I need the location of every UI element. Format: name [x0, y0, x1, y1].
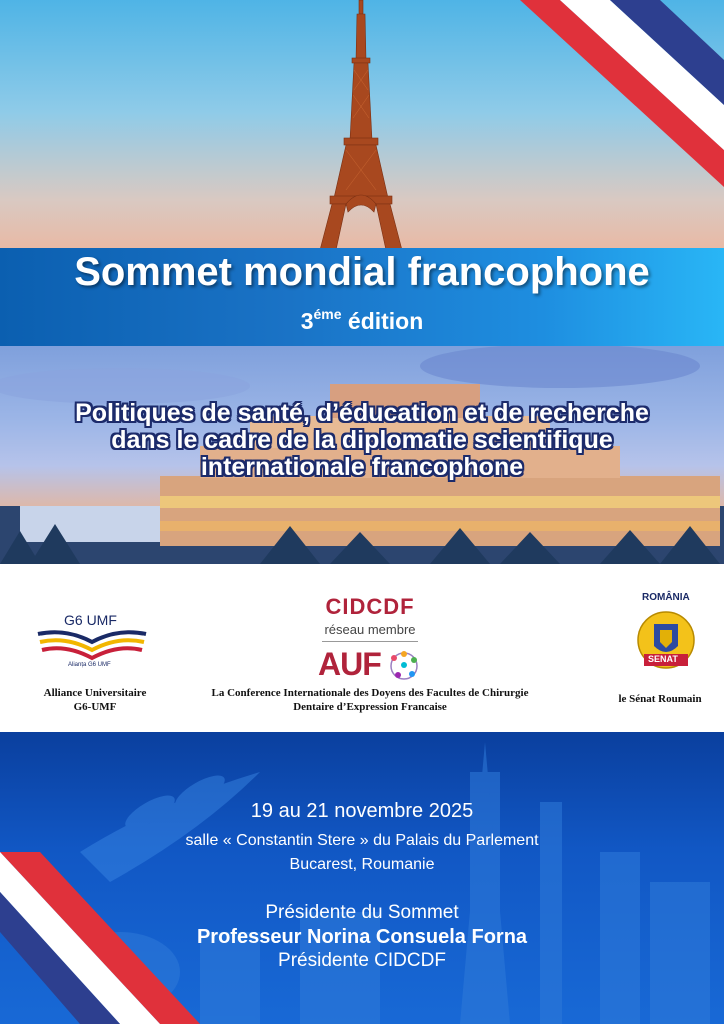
edition-word: édition: [341, 308, 424, 334]
g6-umf-logo: [36, 604, 148, 674]
auf-dots-icon: [386, 648, 422, 684]
g6-caption-line-1: Alliance Universitaire: [43, 687, 147, 699]
event-details-section: [0, 732, 724, 1024]
senat-top-text: ROMÂNIA: [642, 592, 690, 603]
subtitle-line-2: dans le cadre de la diplomatie scientifique: [111, 426, 613, 454]
president-name: Professeur Norina Consuela Forna: [196, 926, 528, 948]
subtitle-line-3: internationale francophone: [200, 453, 524, 481]
event-dates: 19 au 21 novembre 2025: [250, 800, 474, 822]
header-sky-image: [0, 0, 724, 250]
french-flag-ribbon-top: [0, 0, 724, 250]
senat-caption: le Sénat Roumain: [618, 693, 702, 705]
g6-caption: [20, 686, 170, 714]
cidcdf-logo-title: CIDCDF: [325, 594, 415, 619]
senat-ribbon-text: SENAT: [648, 654, 678, 664]
partner-logos-section: [0, 564, 724, 732]
g6-caption-line-2: G6-UMF: [73, 701, 117, 713]
cidcdf-caption: [180, 686, 560, 714]
cidcdf-caption-line-2: Dentaire d’Expression Francaise: [293, 701, 447, 713]
city-skyline-background: [0, 732, 724, 1024]
event-subtitle: [20, 400, 704, 481]
event-title: Sommet mondial francophone: [74, 250, 650, 294]
g6-logo-text: G6 UMF: [64, 612, 117, 628]
event-venue: salle « Constantin Stere » du Palais du Parlement: [185, 832, 539, 849]
edition-suffix: éme: [313, 306, 342, 322]
cidcdf-divider: [322, 641, 418, 642]
event-edition: [0, 306, 724, 335]
senat-logo: [626, 592, 710, 688]
romanian-coat-of-arms-icon: [636, 606, 696, 676]
president-role: Présidente CIDCDF: [278, 950, 446, 971]
g6-logo-small-text: Alianța G6 UMF: [68, 662, 111, 668]
cidcdf-caption-line-1: La Conference Internationale des Doyens des Facultes de Chirurgie: [211, 687, 529, 699]
event-city: Bucarest, Roumanie: [289, 856, 435, 873]
president-label: Présidente du Sommet: [265, 902, 459, 923]
subtitle-line-1: Politiques de santé, d’éducation et de recherche: [75, 399, 649, 427]
edition-number: 3: [300, 308, 314, 334]
cidcdf-logo-subtitle: réseau membre: [324, 622, 416, 637]
auf-logo-text: AUF: [318, 646, 381, 682]
